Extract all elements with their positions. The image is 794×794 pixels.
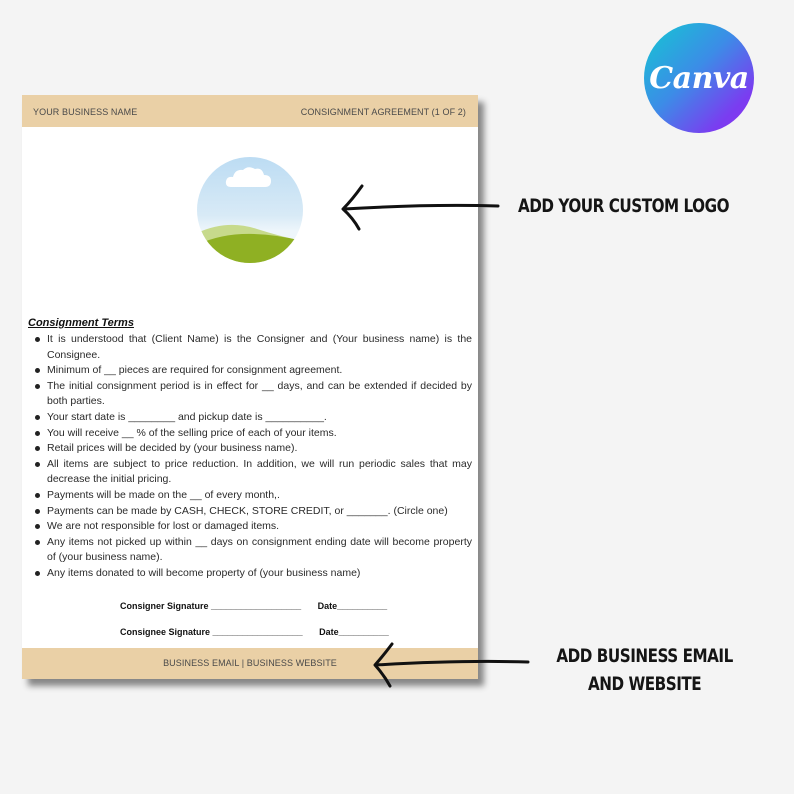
list-item: We are not responsible for lost or damaged items. (32, 519, 472, 535)
consignee-signature-row (120, 627, 389, 637)
list-item: The initial consignment period is in effect for __ days, and can be extended if decided by both parties. (32, 379, 472, 410)
header-band (22, 95, 478, 127)
list-item: Any items not picked up within __ days on consignment ending date will become property of (your business name). (32, 535, 472, 566)
list-item: Payments will be made on the __ of every month,. (32, 488, 472, 504)
contact-callout (555, 642, 734, 698)
document-title: CONSIGNMENT AGREEMENT (1 OF 2) (300, 107, 466, 117)
cloud-icon (225, 165, 275, 189)
hill-icon (197, 219, 303, 263)
footer-contact: BUSINESS EMAIL | BUSINESS WEBSITE (163, 658, 337, 668)
consignee-signature-line: Consignee Signature __________________ (120, 627, 303, 637)
consigner-signature-row (120, 601, 387, 611)
list-item: Any items donated to will become property of (your business name) (32, 566, 472, 582)
consigner-date-line: Date__________ (317, 601, 388, 611)
arrow-left-icon (370, 640, 532, 690)
canva-logo-text: Canva (649, 61, 749, 96)
list-item: Minimum of __ pieces are required for consignment agreement. (32, 363, 472, 379)
terms-heading: Consignment Terms (28, 317, 134, 329)
consignee-date-line: Date__________ (319, 627, 389, 637)
list-item: Retail prices will be decided by (your business name). (32, 441, 472, 457)
logo-callout: ADD YOUR CUSTOM LOGO (518, 195, 730, 217)
canva-logo (644, 23, 754, 133)
business-name: YOUR BUSINESS NAME (33, 107, 138, 117)
logo-placeholder-image (197, 157, 303, 263)
list-item: You will receive __ % of the selling price of each of your items. (32, 426, 472, 442)
list-item: It is understood that (Client Name) is the Consigner and (Your business name) is the Consignee. (32, 332, 472, 363)
list-item: Your start date is ________ and pickup date is __________. (32, 410, 472, 426)
consigner-signature-line: Consigner Signature __________________ (120, 601, 302, 611)
list-item: Payments can be made by CASH, CHECK, STORE CREDIT, or _______. (Circle one) (32, 504, 472, 520)
arrow-left-icon (338, 182, 500, 232)
list-item: All items are subject to price reduction. In addition, we will run periodic sales that may decrease the initial pricing. (32, 457, 472, 488)
contact-callout-line1: ADD BUSINESS EMAIL (556, 645, 733, 667)
contact-callout-line2: AND WEBSITE (587, 673, 702, 695)
terms-list (32, 332, 472, 582)
